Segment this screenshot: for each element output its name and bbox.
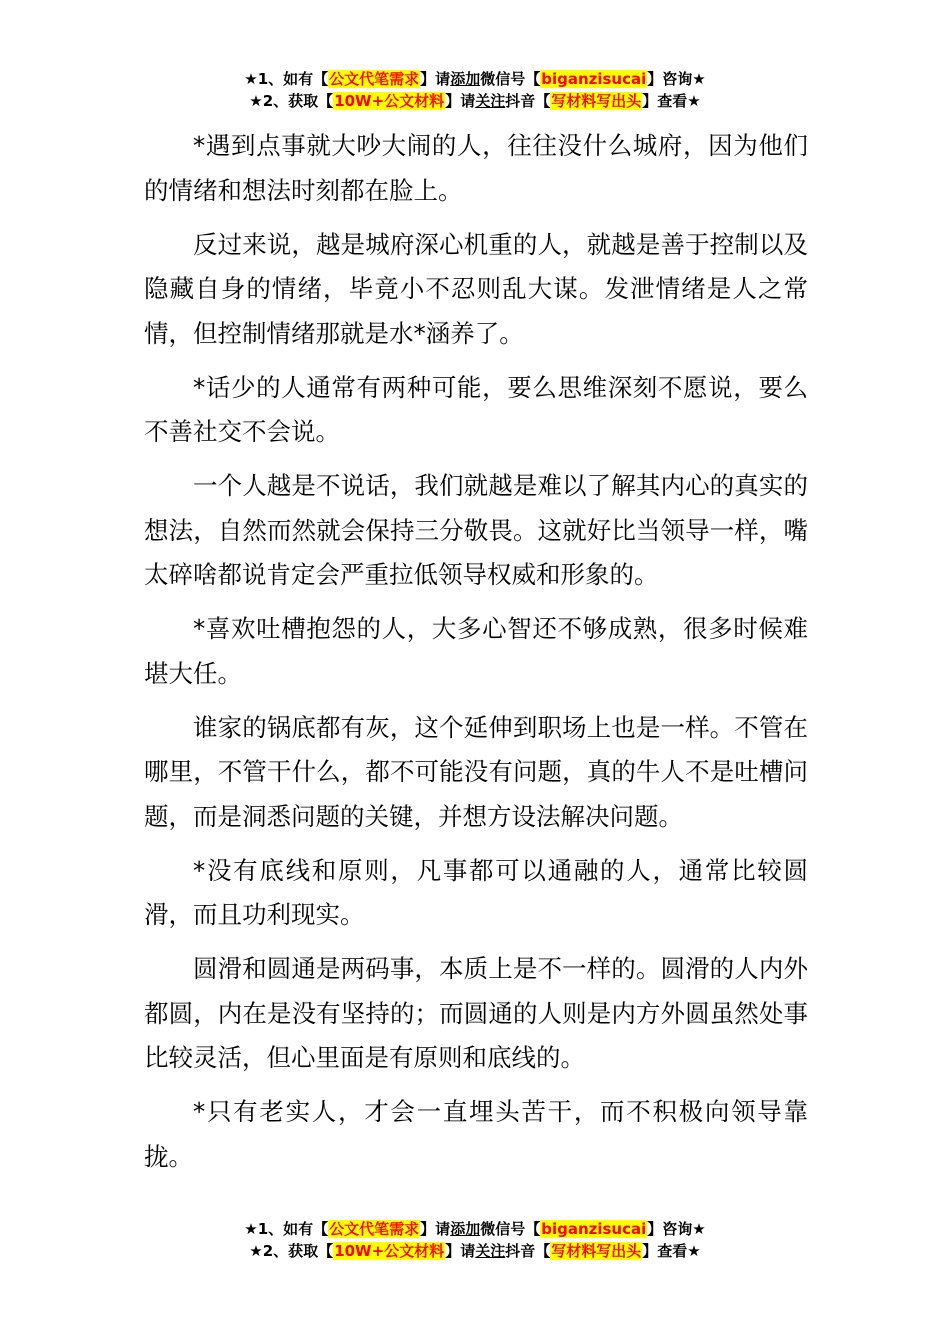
paragraph-8: 圆滑和圆通是两码事，本质上是不一样的。圆滑的人内外都圆，内在是没有坚持的；而圆通的人则是内方外圆虽然处事比较灵活，但心里面是有原则和底线的。 <box>144 954 808 1072</box>
paragraph-6: 谁家的锅底都有灰，这个延伸到职场上也是一样。不管在哪里，不管干什么，都不可能没有问题，真的牛人不是吐槽问题，而是洞悉问题的关键，并想方设法解决问题。 <box>144 712 808 831</box>
header-banner <box>0 68 950 112</box>
paragraph-2: 反过来说，越是城府深心机重的人，就越是善于控制以及隐藏自身的情绪，毕竟小不忍则乱大谋。发泄情绪是人之常情，但控制情绪那就是水*涵养了。 <box>144 229 808 348</box>
service-highlight: 公文代笔需求 <box>329 1220 420 1238</box>
paragraph-3: *话少的人通常有两种可能，要么思维深刻不愿说，要么不善社交不会说。 <box>144 372 808 446</box>
wechat-id-highlight: biganzisucai <box>541 70 647 88</box>
banner-line-2: ★2、获取【10W+公文材料】请关注抖音【写材料写出头】查看★ <box>249 92 701 110</box>
paragraph-1: *遇到点事就大吵大闹的人，往往没什么城府，因为他们的情绪和想法时刻都在脸上。 <box>144 131 808 205</box>
paragraph-9: *只有老实人，才会一直埋头苦干，而不积极向领导靠拢。 <box>144 1097 808 1171</box>
paragraph-4: 一个人越是不说话，我们就越是难以了解其内心的真实的想法，自然而然就会保持三分敬畏。这就好比当领导一样，嘴太碎啥都说肯定会严重拉低领导权威和形象的。 <box>144 471 808 589</box>
service-highlight: 公文代笔需求 <box>329 70 420 88</box>
material-highlight: 10W+公文材料 <box>334 1242 445 1260</box>
account-highlight: 写材料写出头 <box>551 92 642 110</box>
paragraph-5: *喜欢吐槽抱怨的人，大多心智还不够成熟，很多时候难堪大任。 <box>144 614 808 688</box>
material-highlight: 10W+公文材料 <box>334 92 445 110</box>
footer-line-1: ★1、如有【公文代笔需求】请添加微信号【biganzisucai】咨询★ <box>244 1220 706 1238</box>
banner-line-1: ★1、如有【公文代笔需求】请添加微信号【biganzisucai】咨询★ <box>244 70 706 88</box>
wechat-id-highlight: biganzisucai <box>541 1220 647 1238</box>
document-body <box>144 124 808 1189</box>
footer-banner <box>0 1218 950 1262</box>
paragraph-7: *没有底线和原则，凡事都可以通融的人，通常比较圆滑，而且功利现实。 <box>144 855 808 929</box>
account-highlight: 写材料写出头 <box>551 1242 642 1260</box>
footer-line-2: ★2、获取【10W+公文材料】请关注抖音【写材料写出头】查看★ <box>249 1242 701 1260</box>
